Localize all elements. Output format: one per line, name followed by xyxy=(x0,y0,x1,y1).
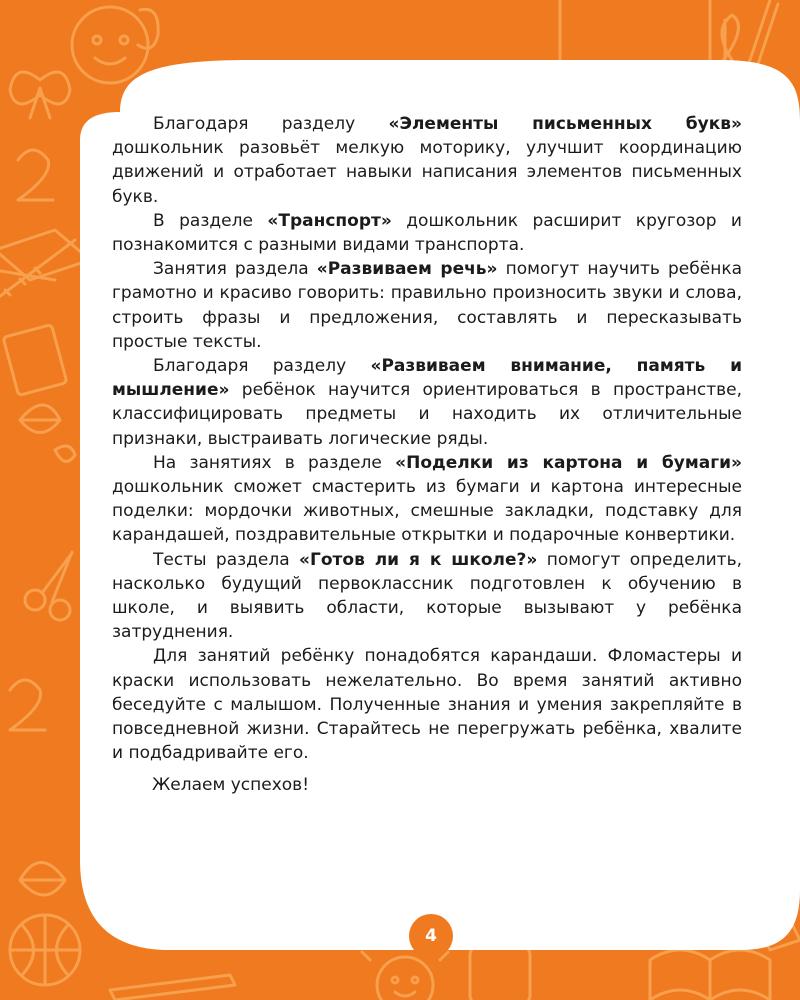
section-name: «Развиваем внимание, память и мышление» xyxy=(112,356,742,401)
paragraph: В разделе «Транспорт» дошкольник расширит кругозор и познакомится с разными видами транспорта. xyxy=(112,210,742,256)
paragraph: На занятиях в разделе «Поделки из картона и бумаги» дошкольник сможет смастерить из бумаги и картона интересные поделки: мордочки животных, смешные закладки, подставку для карандашей, поздравительные открытки и подарочные конвертики. xyxy=(112,452,742,546)
paragraph: Для занятий ребёнку понадобятся карандаши. Фломастеры и краски использовать нежелательно. Во время занятий активно беседуйте с малышом. Полученные знания и умения закрепляйте в повседневной жизни. Старайтесь не перегружать ребёнка, хвалите и подбадривайте его. xyxy=(112,646,742,764)
section-name: «Транспорт» xyxy=(267,210,392,231)
paragraph: Благодаря разделу «Развиваем внимание, память и мышление» ребёнок научится ориентироваться в пространстве, классифицировать предметы и находить их отличительные признаки, выстраивать логические ряды. xyxy=(112,356,742,449)
body-text xyxy=(112,112,742,798)
section-name: «Поделки из картона и бумаги» xyxy=(395,452,742,473)
paragraph: Тесты раздела «Готов ли я к школе?» помогут определить, насколько будущий первоклассник подготовлен к обучению в школе, и выявить области, которые вызывают у ребёнка затруднения. xyxy=(112,549,742,643)
section-name: «Элементы письменных букв» xyxy=(388,114,742,134)
closing-wish: Желаем успехов! xyxy=(152,775,310,796)
section-name: «Развиваем речь» xyxy=(316,259,498,280)
paragraph: Занятия раздела «Развиваем речь» помогут научить ребёнка грамотно и красиво говорить: правильно произносить звуки и слова, строить фразы и предложения, составлять и пересказывать простые тексты. xyxy=(112,259,743,352)
page-number: 4 xyxy=(409,914,453,958)
paragraph: Благодаря разделу «Элементы письменных букв» дошкольник разовьёт мелкую моторику, улучшит координацию движений и отработает навыки написания элементов письменных букв. xyxy=(112,114,742,207)
section-name: «Готов ли я к школе?» xyxy=(299,549,538,570)
